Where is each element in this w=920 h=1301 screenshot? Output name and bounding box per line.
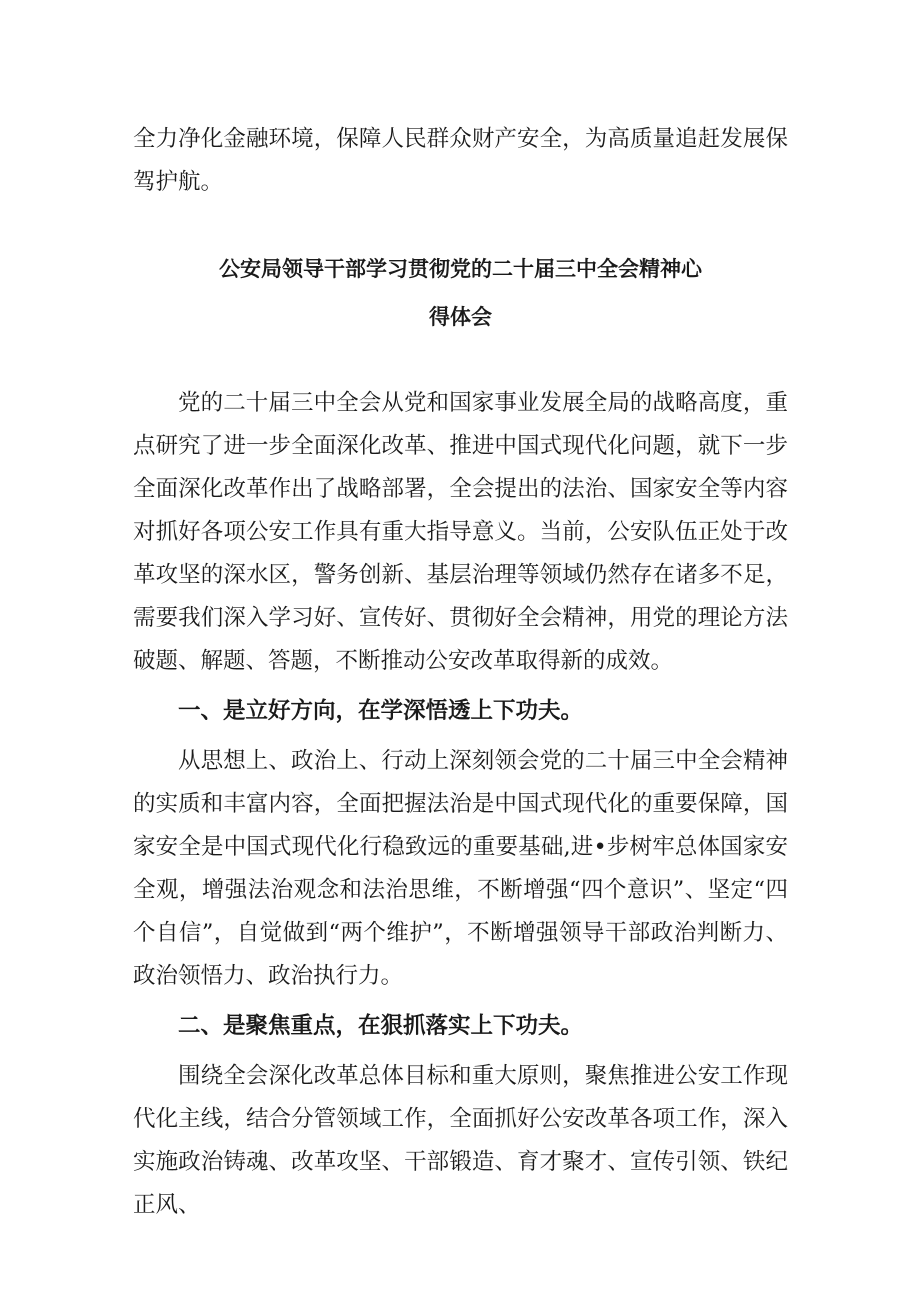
section-heading-1: 一、是立好方向，在学深悟透上下功夫。 <box>178 698 584 724</box>
section-1-paragraph: 从思想上、政治上、行动上深刻领会党的二十届三中全会精神的实质和丰富内容，全面把握法治是中国式现代化的重要保障，国家安全是中国式现代化行稳致远的重要基础,进•步树牢总体国家安全观，增强法治观念和法治思维，不断增强“四个意识”、坚定“四个自信”，自觉做到“两个维护”，不断增强领导干部政治判断力、政治领悟力、政治执行力。 <box>133 748 788 989</box>
intro-paragraph: 党的二十届三中全会从党和国家事业发展全局的战略高度，重点研究了进一步全面深化改革、推进中国式现代化问题，就下一步全面深化改革作出了战略部署，全会提出的法治、国家安全等内容对抓好各项公安工作具有重大指导意义。当前，公安队伍正处于改革攻坚的深水区，警务创新、基层治理等领域仍然存在诸多不足，需要我们深入学习好、宣传好、贯彻好全会精神，用党的理论方法破题、解题、答题，不断推动公安改革取得新的成效。 <box>133 390 788 674</box>
continuation-paragraph: 全力净化金融环境，保障人民群众财产安全，为高质量追赶发展保驾护航。 <box>133 126 788 195</box>
title-line-2: 得体会 <box>429 305 492 329</box>
document-title <box>133 245 788 341</box>
title-line-1: 公安局领导干部学习贯彻党的二十届三中全会精神心 <box>219 257 702 281</box>
section-heading-2: 二、是聚焦重点，在狠抓落实上下功夫。 <box>178 1013 584 1039</box>
article-body <box>133 382 788 1227</box>
section-2-paragraph: 围绕全会深化改革总体目标和重大原则，聚焦推进公安工作现代化主线，结合分管领域工作，全面抓好公安改革各项工作，深入实施政治铸魂、改革攻坚、干部锻造、育才聚才、宣传引领、铁纪正风、 <box>133 1063 788 1218</box>
